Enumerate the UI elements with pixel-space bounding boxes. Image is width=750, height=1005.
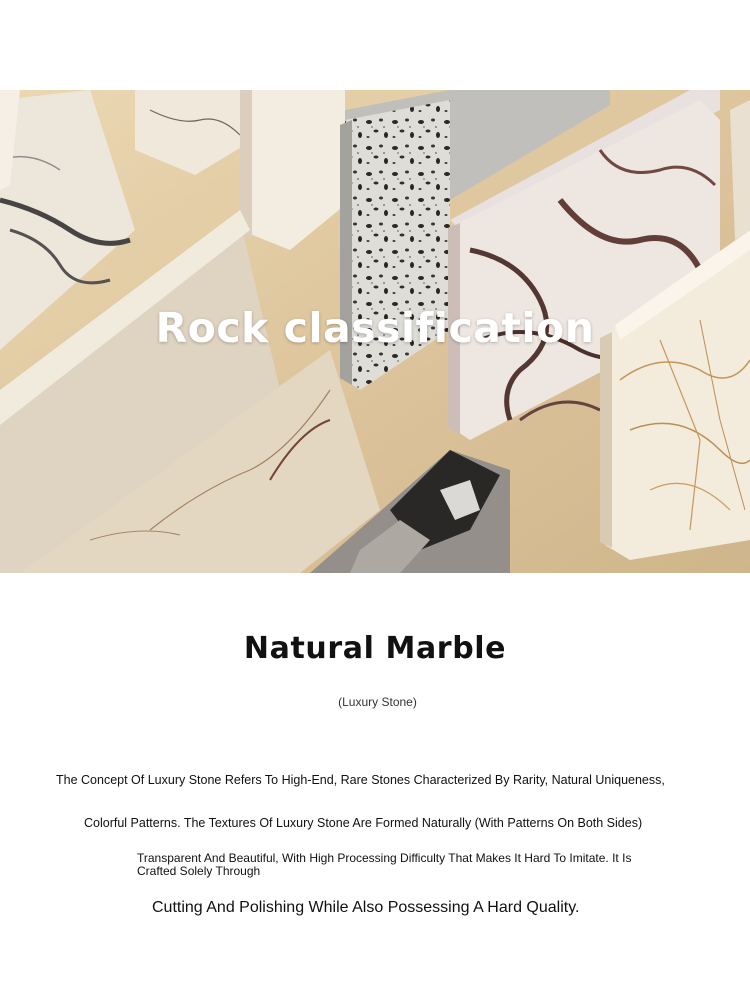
description-line: Transparent And Beautiful, With High Processing Difficulty That Makes It Hard To Imitate. It Is Crafted Solely Through	[137, 851, 632, 878]
description-line: Colorful Patterns. The Textures Of Luxury Stone Are Formed Naturally (With Patterns On Both Sides)	[84, 816, 643, 830]
hero-banner	[0, 90, 750, 573]
section-title: Natural Marble	[243, 631, 507, 666]
hero-title: Rock classification	[155, 304, 595, 352]
description-line: The Concept Of Luxury Stone Refers To High-End, Rare Stones Characterized By Rarity, Natural Uniqueness,	[56, 773, 665, 787]
description-line: Cutting And Polishing While Also Possessing A Hard Quality.	[152, 899, 580, 916]
section-subtitle: (Luxury Stone)	[338, 695, 417, 709]
